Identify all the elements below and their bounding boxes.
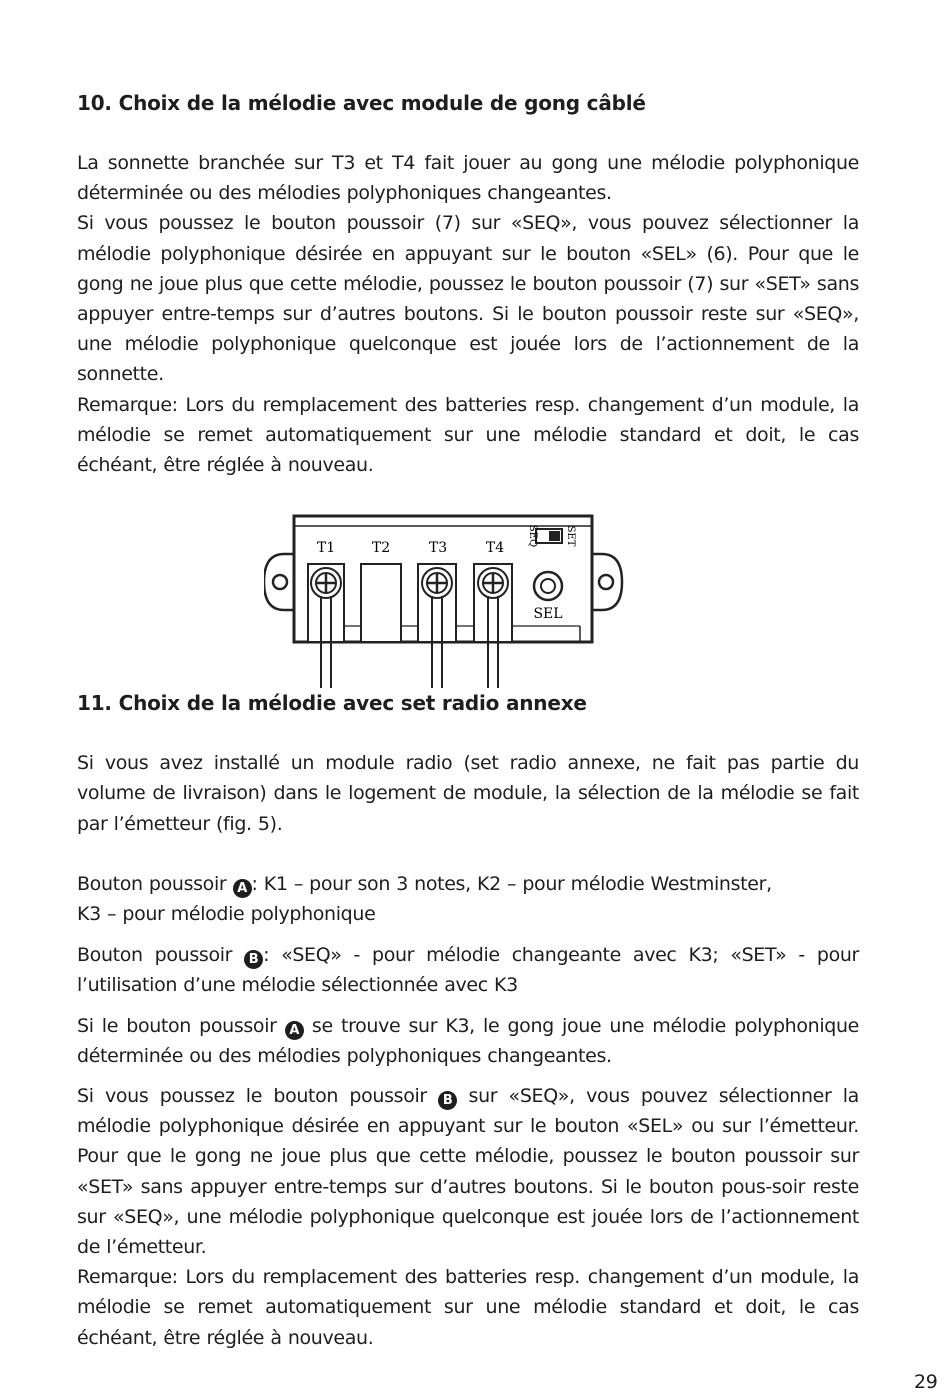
section-11-paragraph-5: Si vous poussez le bouton poussoir B sur «SEQ», vous pouvez sélectionner la mélodie polyphonique désirée en appuyant sur le bouton «SEL» ou sur l’émetteur. Pour que le gong ne joue plus que cette mélodie, poussez le bouton poussoir sur «SET» sans appuyer entre-temps sur d’autres boutons. Si le bouton pous-soir reste sur «SEQ», une mélodie polyphonique quelconque est jouée lors de l’actionnement de l’émetteur. bbox=[77, 1085, 859, 1259]
section-10-paragraph-3: Remarque: Lors du remplacement des batteries resp. changement d’un module, la mélodie se remet automatiquement sur une mélodie standard et doit, le cas échéant, être réglée à nouveau. bbox=[77, 393, 859, 477]
section-11-paragraph-2: Bouton poussoir A : K1 – pour son 3 notes, K2 – pour mélodie Westminster, K3 – pour mélodie polyphonique bbox=[77, 872, 772, 926]
sel-label: SEL bbox=[533, 606, 563, 623]
section-11-heading: 11. Choix de la mélodie avec set radio annexe bbox=[77, 691, 587, 716]
section-11-paragraph-3: Bouton poussoir B : «SEQ» - pour mélodie changeante avec K3; «SET» - pour l’utilisation d’une mélodie sélectionnée avec K3 bbox=[77, 944, 859, 997]
t3-label: T3 bbox=[428, 540, 448, 557]
t1-label: T1 bbox=[316, 540, 336, 557]
button-b-icon: B bbox=[244, 950, 263, 969]
set-label: SET bbox=[565, 525, 576, 547]
page-number: 29 bbox=[914, 1371, 938, 1393]
t2-label: T2 bbox=[371, 540, 391, 557]
section-10-paragraph-1: La sonnette branchée sur T3 et T4 fait jouer au gong une mélodie polyphonique déterminée ou des mélodies polyphoniques changeantes. bbox=[77, 152, 859, 205]
section-11-paragraph-4: Si le bouton poussoir A se trouve sur K3, le gong joue une mélodie polyphonique déterminée ou des mélodies polyphoniques changeantes. bbox=[77, 1014, 859, 1067]
right-mounting-hole bbox=[599, 575, 613, 589]
t2-slot bbox=[361, 564, 401, 642]
section-10-heading: 10. Choix de la mélodie avec module de gong câblé bbox=[77, 91, 646, 115]
section-11-paragraph-6: Remarque: Lors du remplacement des batteries resp. changement d’un module, la mélodie se remet automatiquement sur une mélodie standard et doit, le cas échéant, être réglée à nouveau. bbox=[77, 1266, 859, 1349]
button-b-icon: B bbox=[438, 1091, 457, 1110]
switch-slider bbox=[549, 531, 560, 541]
section-10-paragraph-2: Si vous poussez le bouton poussoir (7) sur «SEQ», vous pouvez sélectionner la mélodie polyphonique désirée en appuyant sur le bouton «SEL» (6). Pour que le gong ne joue plus que cette mélodie, poussez le bouton poussoir (7) sur «SET» sans appuyer entre-temps sur d’autres boutons. Si le bouton poussoir reste sur «SEQ», une mélodie polyphonique quelconque est jouée lors de l’actionnement de la sonnette. bbox=[77, 212, 859, 386]
page-content bbox=[77, 88, 859, 1353]
terminal-block-diagram bbox=[264, 514, 624, 688]
button-a-icon: A bbox=[233, 879, 252, 898]
terminal-block-figure bbox=[77, 514, 859, 688]
t4-label: T4 bbox=[485, 540, 505, 557]
left-mounting-hole bbox=[273, 575, 287, 589]
seq-label: SEQ bbox=[527, 525, 538, 548]
section-11-paragraph-1: Si vous avez installé un module radio (set radio annexe, ne fait pas partie du volume de livraison) dans le logement de module, la sélection de la mélodie se fait par l’émetteur (fig. 5). bbox=[77, 752, 859, 835]
button-a-icon: A bbox=[285, 1021, 304, 1040]
